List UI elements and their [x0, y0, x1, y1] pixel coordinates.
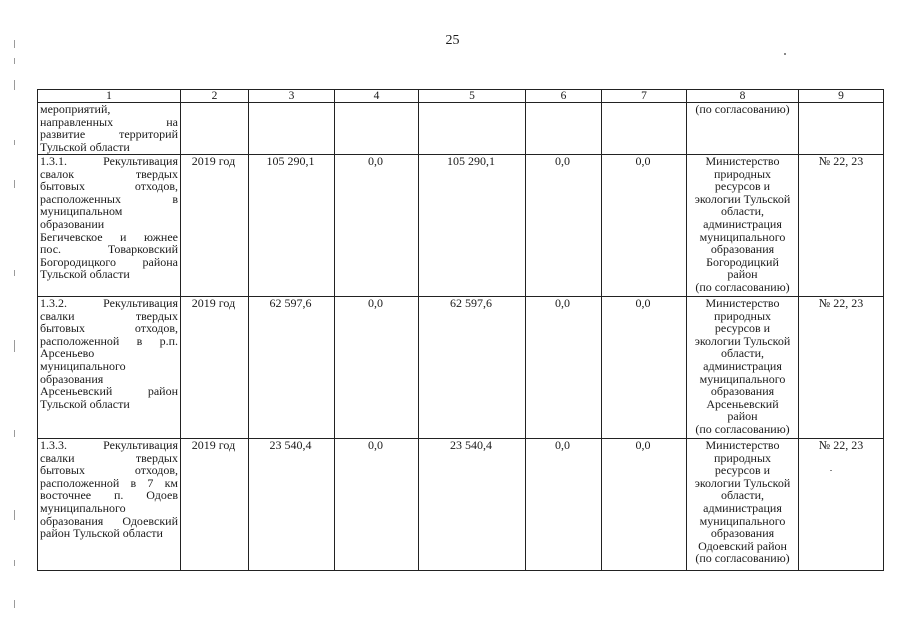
year-cell: 2019 год: [181, 155, 249, 297]
measure-name-cell: [38, 155, 181, 297]
amount-cell: 0,0: [335, 155, 419, 297]
empty-cell: [335, 103, 419, 155]
year-cell: 2019 год: [181, 297, 249, 439]
text-line: экологии Тульской: [694, 191, 791, 206]
text-line: расположенных в: [40, 191, 178, 206]
text-line: свалок твердых: [40, 166, 178, 181]
text-line: муниципального: [699, 229, 786, 244]
text-line: Тульской области: [40, 139, 130, 154]
text-line: мероприятий,: [40, 102, 111, 116]
amount-cell: 62 597,6: [249, 297, 335, 439]
amount-cell: 0,0: [335, 297, 419, 439]
text-line: бытовых отходов,: [40, 463, 178, 478]
text-line: Арсеньево: [40, 346, 95, 361]
amount-cell: 0,0: [602, 439, 687, 571]
text-line: свалки твердых: [40, 308, 178, 323]
table-row: [38, 297, 884, 439]
text-line: экологии Тульской: [694, 333, 791, 348]
text-line: Министерство: [705, 438, 780, 452]
text-line: восточнее п. Одоев: [40, 488, 178, 503]
text-line: образования Одоевский: [40, 513, 178, 528]
measure-name-cell: [38, 439, 181, 571]
text-line: 1.3.1. Рекультивация: [40, 154, 178, 168]
amount-cell: 0,0: [602, 297, 687, 439]
reference-cell: № 22, 23: [799, 155, 884, 297]
empty-cell: [419, 103, 526, 155]
text-line: пос. Товарковский: [40, 242, 178, 257]
header-col-8: 8: [687, 90, 799, 103]
text-line: образования: [40, 371, 104, 386]
text-line: Арсеньевский район: [40, 384, 178, 399]
header-col-2: 2: [181, 90, 249, 103]
text-line: муниципальном: [40, 204, 123, 219]
page-number: 25: [445, 33, 460, 48]
table-row: [38, 439, 884, 571]
text-line: администрация: [703, 358, 782, 373]
empty-cell: [602, 103, 687, 155]
text-line: ресурсов и: [714, 321, 771, 336]
text-line: Арсеньевский: [706, 396, 779, 411]
text-line: ресурсов и: [714, 463, 771, 478]
text-line: муниципального: [40, 500, 126, 515]
text-line: муниципального: [699, 371, 786, 386]
amount-cell: 0,0: [602, 155, 687, 297]
text-line: Тульской области: [40, 267, 130, 282]
scan-speck: [784, 53, 786, 55]
text-line: бытовых отходов,: [40, 179, 178, 194]
header-col-3: 3: [249, 90, 335, 103]
executor-cell: [687, 297, 799, 439]
amount-cell: 105 290,1: [249, 155, 335, 297]
text-line: муниципального: [699, 513, 786, 528]
text-line: Богородицкого района: [40, 254, 178, 269]
text-line: (по согласованию): [695, 421, 790, 436]
measure-name-cell: [38, 103, 181, 155]
measure-name-cell: [38, 297, 181, 439]
header-col-4: 4: [335, 90, 419, 103]
text-line: (по согласованию): [695, 551, 790, 566]
table-row: [38, 155, 884, 297]
text-line: Тульской области: [40, 396, 130, 411]
header-col-6: 6: [526, 90, 602, 103]
amount-cell: 62 597,6: [419, 297, 526, 439]
text-line: области,: [720, 204, 765, 219]
text-line: области,: [720, 488, 765, 503]
empty-cell: [799, 103, 884, 155]
text-line: природных: [713, 450, 772, 465]
executor-cell: [687, 439, 799, 571]
reference-cell: № 22, 23: [799, 439, 884, 571]
program-table: [37, 89, 884, 571]
text-line: Одоевский район: [698, 538, 787, 553]
text-line: администрация: [703, 500, 782, 515]
header-col-7: 7: [602, 90, 687, 103]
amount-cell: 0,0: [526, 439, 602, 571]
text-line: район: [727, 409, 758, 424]
table-row-continuation: [38, 103, 884, 155]
text-line: (по согласованию): [695, 279, 790, 294]
text-line: развитие территорий: [40, 127, 178, 142]
header-col-5: 5: [419, 90, 526, 103]
binding-marks: [14, 40, 16, 620]
text-line: расположенной в 7 км: [40, 475, 178, 490]
empty-cell: [249, 103, 335, 155]
amount-cell: 0,0: [526, 297, 602, 439]
text-line: Министерство: [705, 154, 780, 168]
text-line: Богородицкий: [706, 254, 779, 269]
text-line: Бегичевское и южнее: [40, 229, 178, 244]
text-line: образования: [710, 526, 775, 541]
text-line: район Тульской области: [40, 526, 163, 541]
text-line: образования: [710, 242, 775, 257]
text-line: Министерство: [705, 296, 780, 310]
text-line: расположенной в р.п.: [40, 333, 178, 348]
header-row: [38, 90, 884, 103]
reference-cell: № 22, 23: [799, 297, 884, 439]
text-line: администрация: [703, 216, 782, 231]
header-col-9: 9: [799, 90, 884, 103]
text-line: образовании: [40, 216, 105, 231]
text-line: 1.3.3. Рекультивация: [40, 438, 178, 452]
amount-cell: 0,0: [335, 439, 419, 571]
executor-cell: [687, 155, 799, 297]
text-line: ресурсов и: [714, 179, 771, 194]
text-line: свалки твердых: [40, 450, 178, 465]
amount-cell: 0,0: [526, 155, 602, 297]
amount-cell: 23 540,4: [249, 439, 335, 571]
amount-cell: 105 290,1: [419, 155, 526, 297]
text-line: экологии Тульской: [694, 475, 791, 490]
empty-cell: [181, 103, 249, 155]
text-line: район: [727, 267, 758, 282]
executor-cell: [687, 103, 799, 155]
text-line: (по согласованию): [695, 102, 790, 116]
text-line: образования: [710, 384, 775, 399]
empty-cell: [526, 103, 602, 155]
text-line: природных: [713, 308, 772, 323]
text-line: муниципального: [40, 358, 126, 373]
text-line: бытовых отходов,: [40, 321, 178, 336]
header-col-1: 1: [38, 90, 181, 103]
text-line: направленных на: [40, 114, 178, 129]
text-line: области,: [720, 346, 765, 361]
text-line: природных: [713, 166, 772, 181]
year-cell: 2019 год: [181, 439, 249, 571]
amount-cell: 23 540,4: [419, 439, 526, 571]
text-line: 1.3.2. Рекультивация: [40, 296, 178, 310]
